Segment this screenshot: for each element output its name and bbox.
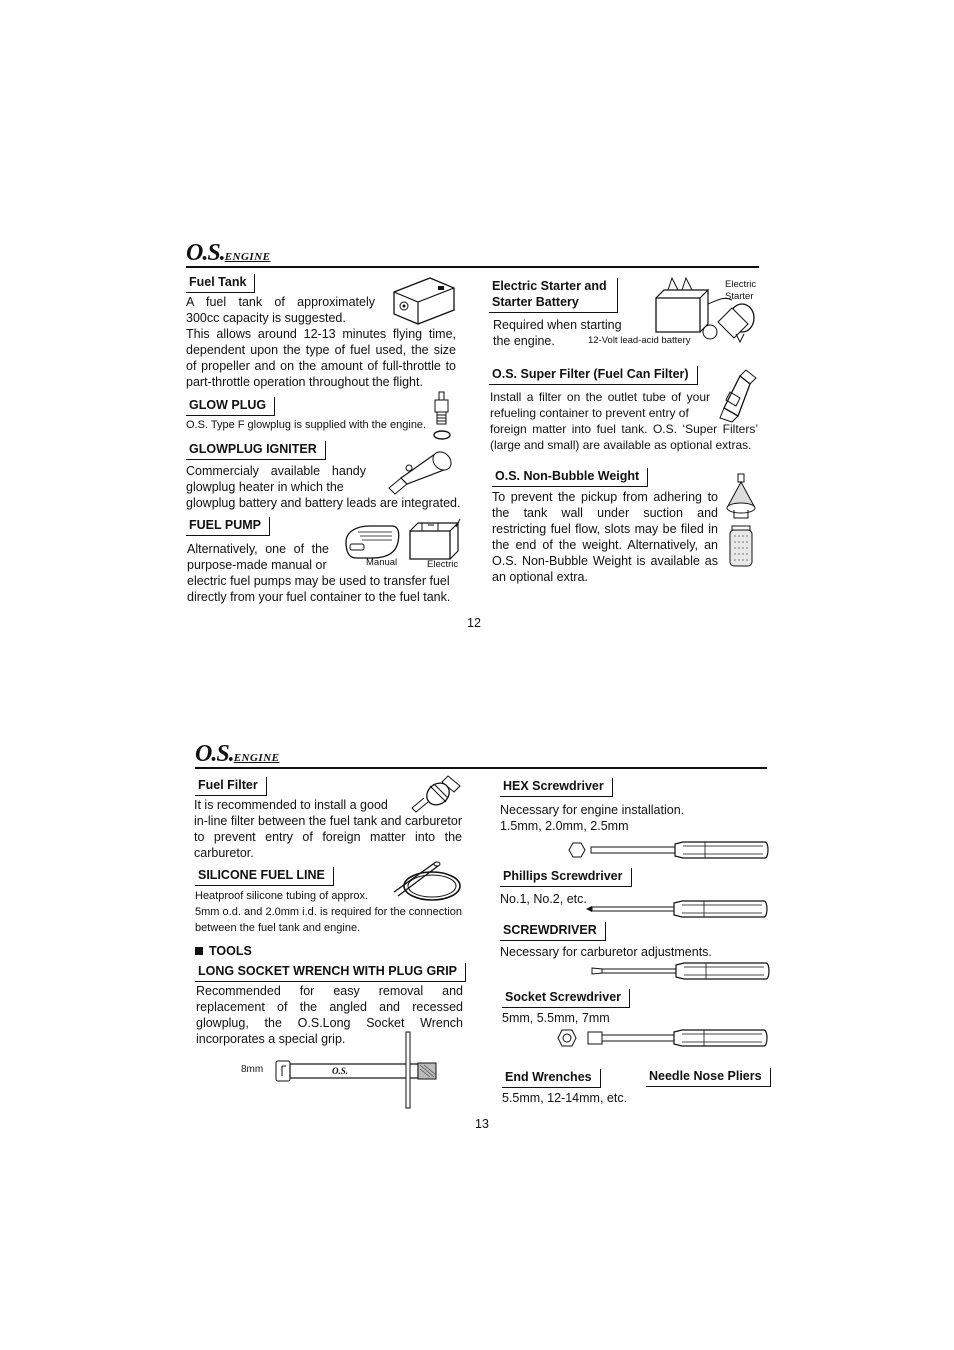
wrench-brand-mark: O.S. [332,1066,349,1076]
hex-screwdriver-icon [565,838,769,862]
electric-starter-caption: Electric Starter [725,279,757,302]
manual-caption: Manual [366,557,398,568]
tools-label: TOOLS [195,943,252,959]
needle-nose-pliers-heading: Needle Nose Pliers [646,1068,771,1087]
screwdriver-heading: SCREWDRIVER [500,922,606,941]
phillips-heading: Phillips Screwdriver [500,868,632,887]
page-number: 13 [475,1117,489,1131]
end-wrenches-sizes: 5.5mm, 12-14mm, etc. [502,1091,628,1105]
flat-screwdriver-icon [590,960,770,982]
fuel-tank-text: A fuel tank of approximately 300cc capacity is suggested. [186,295,375,325]
igniter-heading: GLOWPLUG IGNITER [186,441,326,460]
fuel-pump-heading: FUEL PUMP [186,517,270,536]
os-engine-logo: O.S.ENGINE [195,741,280,767]
fuel-filter-icon [408,772,464,816]
igniter-text-cont: glowplug battery and battery leads are integrated. [186,496,461,510]
non-bubble-weight-icon [724,472,758,570]
super-filter-heading: O.S. Super Filter (Fuel Can Filter) [489,366,698,385]
socket-wrench-heading: LONG SOCKET WRENCH WITH PLUG GRIP [195,963,466,982]
fuel-pump-text-cont: electric fuel pumps may be used to transfer fuel directly from your fuel container to the fuel tank. [187,574,451,604]
super-filter-text-cont: foreign matter into fuel tank. O.S. ‘Super Filters’ (large and small) are available as optional extras. [490,422,758,452]
silicone-text-cont: 5mm o.d. and 2.0mm i.d. is required for the connection between the fuel tank and engine. [195,906,462,934]
fuel-filter-text-cont: in-line filter between the fuel tank and carburetor to prevent entry of foreign matter into the carburetor. [194,814,462,860]
silicone-text: Heatproof silicone tubing of approx. [195,890,369,902]
header-rule [186,266,759,268]
socket-screwdriver-sizes: 5mm, 5.5mm, 7mm [502,1011,610,1025]
manual-pump-icon [340,520,402,562]
end-wrenches-heading: End Wrenches [502,1069,601,1088]
super-filter-text: Install a filter on the outlet tube of your refueling container to prevent entry of [490,390,710,420]
silicone-tube-icon [390,856,464,904]
fuel-tank-text-cont: This allows around 12-13 minutes flying time, dependent upon the type of fuel used, the size of propeller and on the amount of full-throttle to part-throttle operation throughout the flight. [186,327,456,389]
hex-text: Necessary for engine installation. [500,803,685,817]
fuel-filter-text: It is recommended to install a good [194,798,388,812]
electric-caption: Electric [427,559,459,570]
socket-screwdriver-icon [556,1026,770,1050]
electric-pump-icon [408,517,462,561]
starter-text: Required when starting the engine. [493,318,622,348]
socket-screwdriver-heading: Socket Screwdriver [502,989,630,1008]
glow-plug-icon [430,390,454,442]
silicone-heading: SILICONE FUEL LINE [195,867,334,886]
glowplug-igniter-icon [385,448,457,494]
bubble-weight-text: To prevent the pickup from adhering to the tank wall under suction and restricting fuel flow, slots may be filed in the end of the weight. Alternatively, an O.S. Non-Bubble Weight is available as an optional extra. [492,490,718,584]
header-rule [195,767,767,769]
phillips-sizes: No.1, No.2, etc. [500,892,587,906]
glow-plug-heading: GLOW PLUG [186,397,275,416]
screwdriver-text: Necessary for carburetor adjustments. [500,945,712,959]
page-number: 12 [467,616,481,630]
square-bullet-icon [195,947,203,955]
fuel-filter-heading: Fuel Filter [195,777,267,796]
igniter-text: Commercialy available handy glowplug heater in which the [186,464,366,494]
fuel-tank-icon [390,274,458,328]
socket-wrench-text: Recommended for easy removal and replacement of the angled and recessed glowplug, the O.S.Long Socket Wrench incorporates a special grip. [196,984,463,1046]
bubble-weight-heading: O.S. Non-Bubble Weight [492,468,648,487]
wrench-size-label: 8mm [241,1064,264,1075]
fuel-tank-heading: Fuel Tank [186,274,255,293]
os-engine-logo: O.S.ENGINE [186,240,271,266]
hex-sizes: 1.5mm, 2.0mm, 2.5mm [500,819,629,833]
starter-heading: Electric Starter and Starter Battery [489,278,618,313]
hex-screwdriver-heading: HEX Screwdriver [500,778,613,797]
super-filter-icon [716,366,758,424]
fuel-pump-text: Alternatively, one of the purpose-made manual or [187,542,329,572]
long-socket-wrench-icon [272,1030,440,1110]
phillips-screwdriver-icon [584,898,768,920]
glow-plug-text: O.S. Type F glowplug is supplied with the engine. [186,419,427,431]
battery-caption: 12-Volt lead-acid battery [588,335,691,346]
